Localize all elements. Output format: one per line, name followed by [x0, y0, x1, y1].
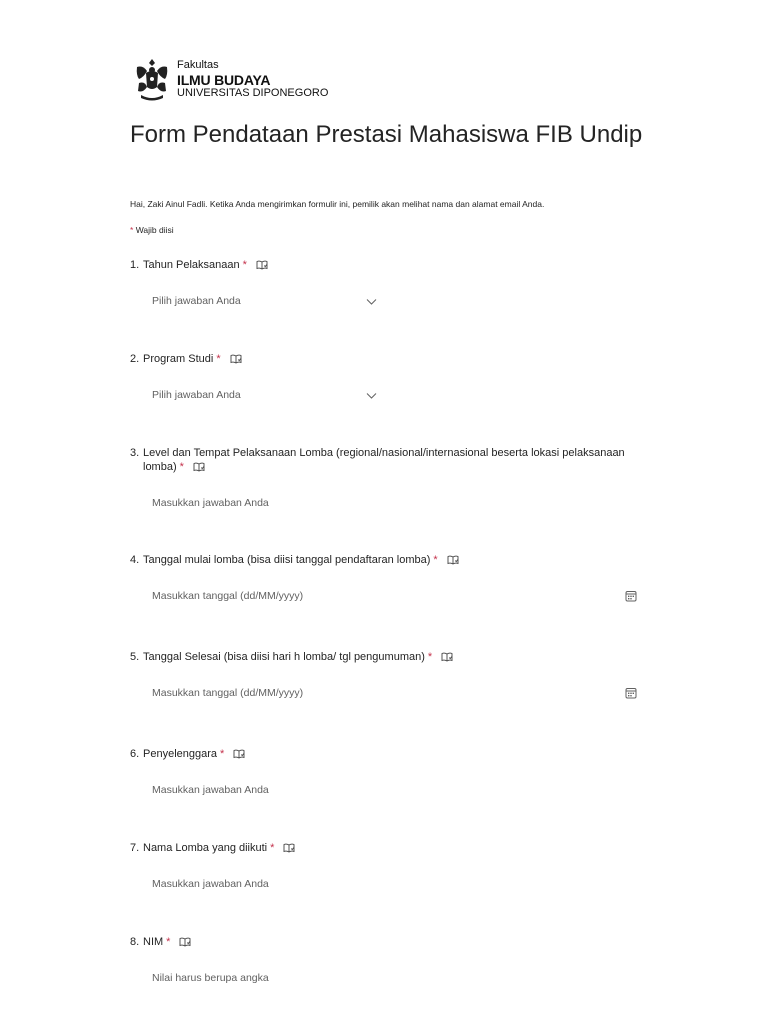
- field-placeholder: Masukkan jawaban Anda: [152, 497, 269, 509]
- question-number: 6.: [130, 748, 140, 760]
- question-text-wrap: [143, 352, 642, 366]
- required-star: *: [433, 554, 438, 566]
- logo-line-faculty: Fakultas: [177, 59, 219, 71]
- question-8: [130, 935, 642, 990]
- logo-line-faculty-name: ILMU BUDAYA: [177, 72, 271, 88]
- question-text: Tanggal Selesai (bisa diisi hari h lomba/ tgl pengumuman): [143, 651, 425, 663]
- question-6: [130, 747, 642, 802]
- answer-input[interactable]: [143, 778, 637, 802]
- immersive-reader-icon[interactable]: [230, 354, 242, 364]
- date-input[interactable]: [143, 584, 637, 608]
- required-star: *: [130, 225, 134, 235]
- required-star: *: [179, 461, 184, 473]
- question-text: Tanggal mulai lomba (bisa diisi tanggal pendaftaran lomba): [143, 554, 431, 566]
- question-4: [130, 553, 642, 608]
- question-text-wrap: [143, 258, 642, 272]
- question-label: [130, 258, 642, 272]
- immersive-reader-icon[interactable]: [447, 555, 459, 565]
- required-star: *: [270, 842, 275, 854]
- question-text: Nama Lomba yang diikuti: [143, 842, 268, 854]
- question-label: [130, 553, 642, 567]
- required-star: *: [242, 259, 247, 271]
- question-number: 7.: [130, 842, 140, 854]
- immersive-reader-icon[interactable]: [283, 843, 295, 853]
- answer-input[interactable]: [143, 872, 637, 896]
- question-3: [130, 446, 642, 515]
- answer-dropdown[interactable]: [143, 383, 377, 407]
- question-text-wrap: [143, 935, 642, 949]
- logo-line-university: UNIVERSITAS DIPONEGORO: [177, 87, 329, 99]
- question-5: [130, 650, 642, 705]
- immersive-reader-icon[interactable]: [179, 937, 191, 947]
- chevron-down-icon[interactable]: [366, 391, 377, 399]
- answer-dropdown[interactable]: [143, 289, 377, 313]
- immersive-reader-icon[interactable]: [441, 652, 453, 662]
- required-note: [130, 225, 174, 235]
- question-1: [130, 258, 642, 313]
- question-label: [130, 935, 642, 949]
- answer-input[interactable]: [143, 491, 637, 515]
- question-label: [130, 747, 642, 761]
- question-number: 1.: [130, 259, 140, 271]
- question-label: [130, 446, 642, 474]
- form-title: Form Pendataan Prestasi Mahasiswa FIB Undip: [130, 121, 643, 148]
- date-input[interactable]: [143, 681, 637, 705]
- immersive-reader-icon[interactable]: [256, 260, 268, 270]
- question-text-wrap: [143, 553, 642, 567]
- required-star: *: [220, 748, 225, 760]
- calendar-icon[interactable]: [625, 590, 637, 602]
- chevron-down-icon[interactable]: [366, 297, 377, 305]
- field-placeholder: Masukkan tanggal (dd/MM/yyyy): [152, 687, 304, 699]
- field-placeholder: Nilai harus berupa angka: [152, 972, 269, 984]
- question-number: 3.: [130, 447, 140, 459]
- question-text-wrap: [143, 747, 642, 761]
- question-text: Program Studi: [143, 353, 214, 365]
- question-label: [130, 650, 642, 664]
- respondent-info: Hai, Zaki Ainul Fadli. Ketika Anda mengirimkan formulir ini, pemilik akan melihat nama dan alamat email Anda.: [130, 199, 545, 209]
- question-text-wrap: [143, 841, 642, 855]
- required-star: *: [427, 651, 433, 663]
- question-text: Penyelenggara: [143, 748, 218, 760]
- question-text: Tahun Pelaksanaan: [143, 259, 240, 271]
- answer-input[interactable]: [143, 966, 637, 990]
- field-placeholder: Masukkan jawaban Anda: [152, 784, 269, 796]
- field-placeholder: Pilih jawaban Anda: [152, 389, 241, 401]
- field-placeholder: Pilih jawaban Anda: [152, 295, 241, 307]
- question-number: 5.: [130, 651, 140, 663]
- field-placeholder: Masukkan tanggal (dd/MM/yyyy): [152, 590, 304, 602]
- question-text-wrap: [143, 446, 642, 474]
- question-text: NIM: [143, 936, 164, 948]
- required-star: *: [216, 353, 221, 365]
- question-label: [130, 841, 642, 855]
- immersive-reader-icon[interactable]: [193, 462, 205, 472]
- required-note-text: Wajib diisi: [135, 225, 174, 235]
- field-placeholder: Masukkan jawaban Anda: [152, 878, 269, 890]
- question-number: 8.: [130, 936, 140, 948]
- immersive-reader-icon[interactable]: [233, 749, 245, 759]
- question-7: [130, 841, 642, 896]
- question-text: Level dan Tempat Pelaksanaan Lomba (regional/nasional/internasional beserta lokasi pelaksanaan lomba): [143, 447, 625, 473]
- question-number: 4.: [130, 554, 140, 566]
- university-emblem-icon: [133, 57, 171, 103]
- calendar-icon[interactable]: [625, 687, 637, 699]
- question-2: [130, 352, 642, 407]
- question-label: [130, 352, 642, 366]
- faculty-logo: [133, 57, 328, 103]
- required-star: *: [166, 936, 171, 948]
- question-text-wrap: [143, 650, 642, 664]
- question-number: 2.: [130, 353, 140, 365]
